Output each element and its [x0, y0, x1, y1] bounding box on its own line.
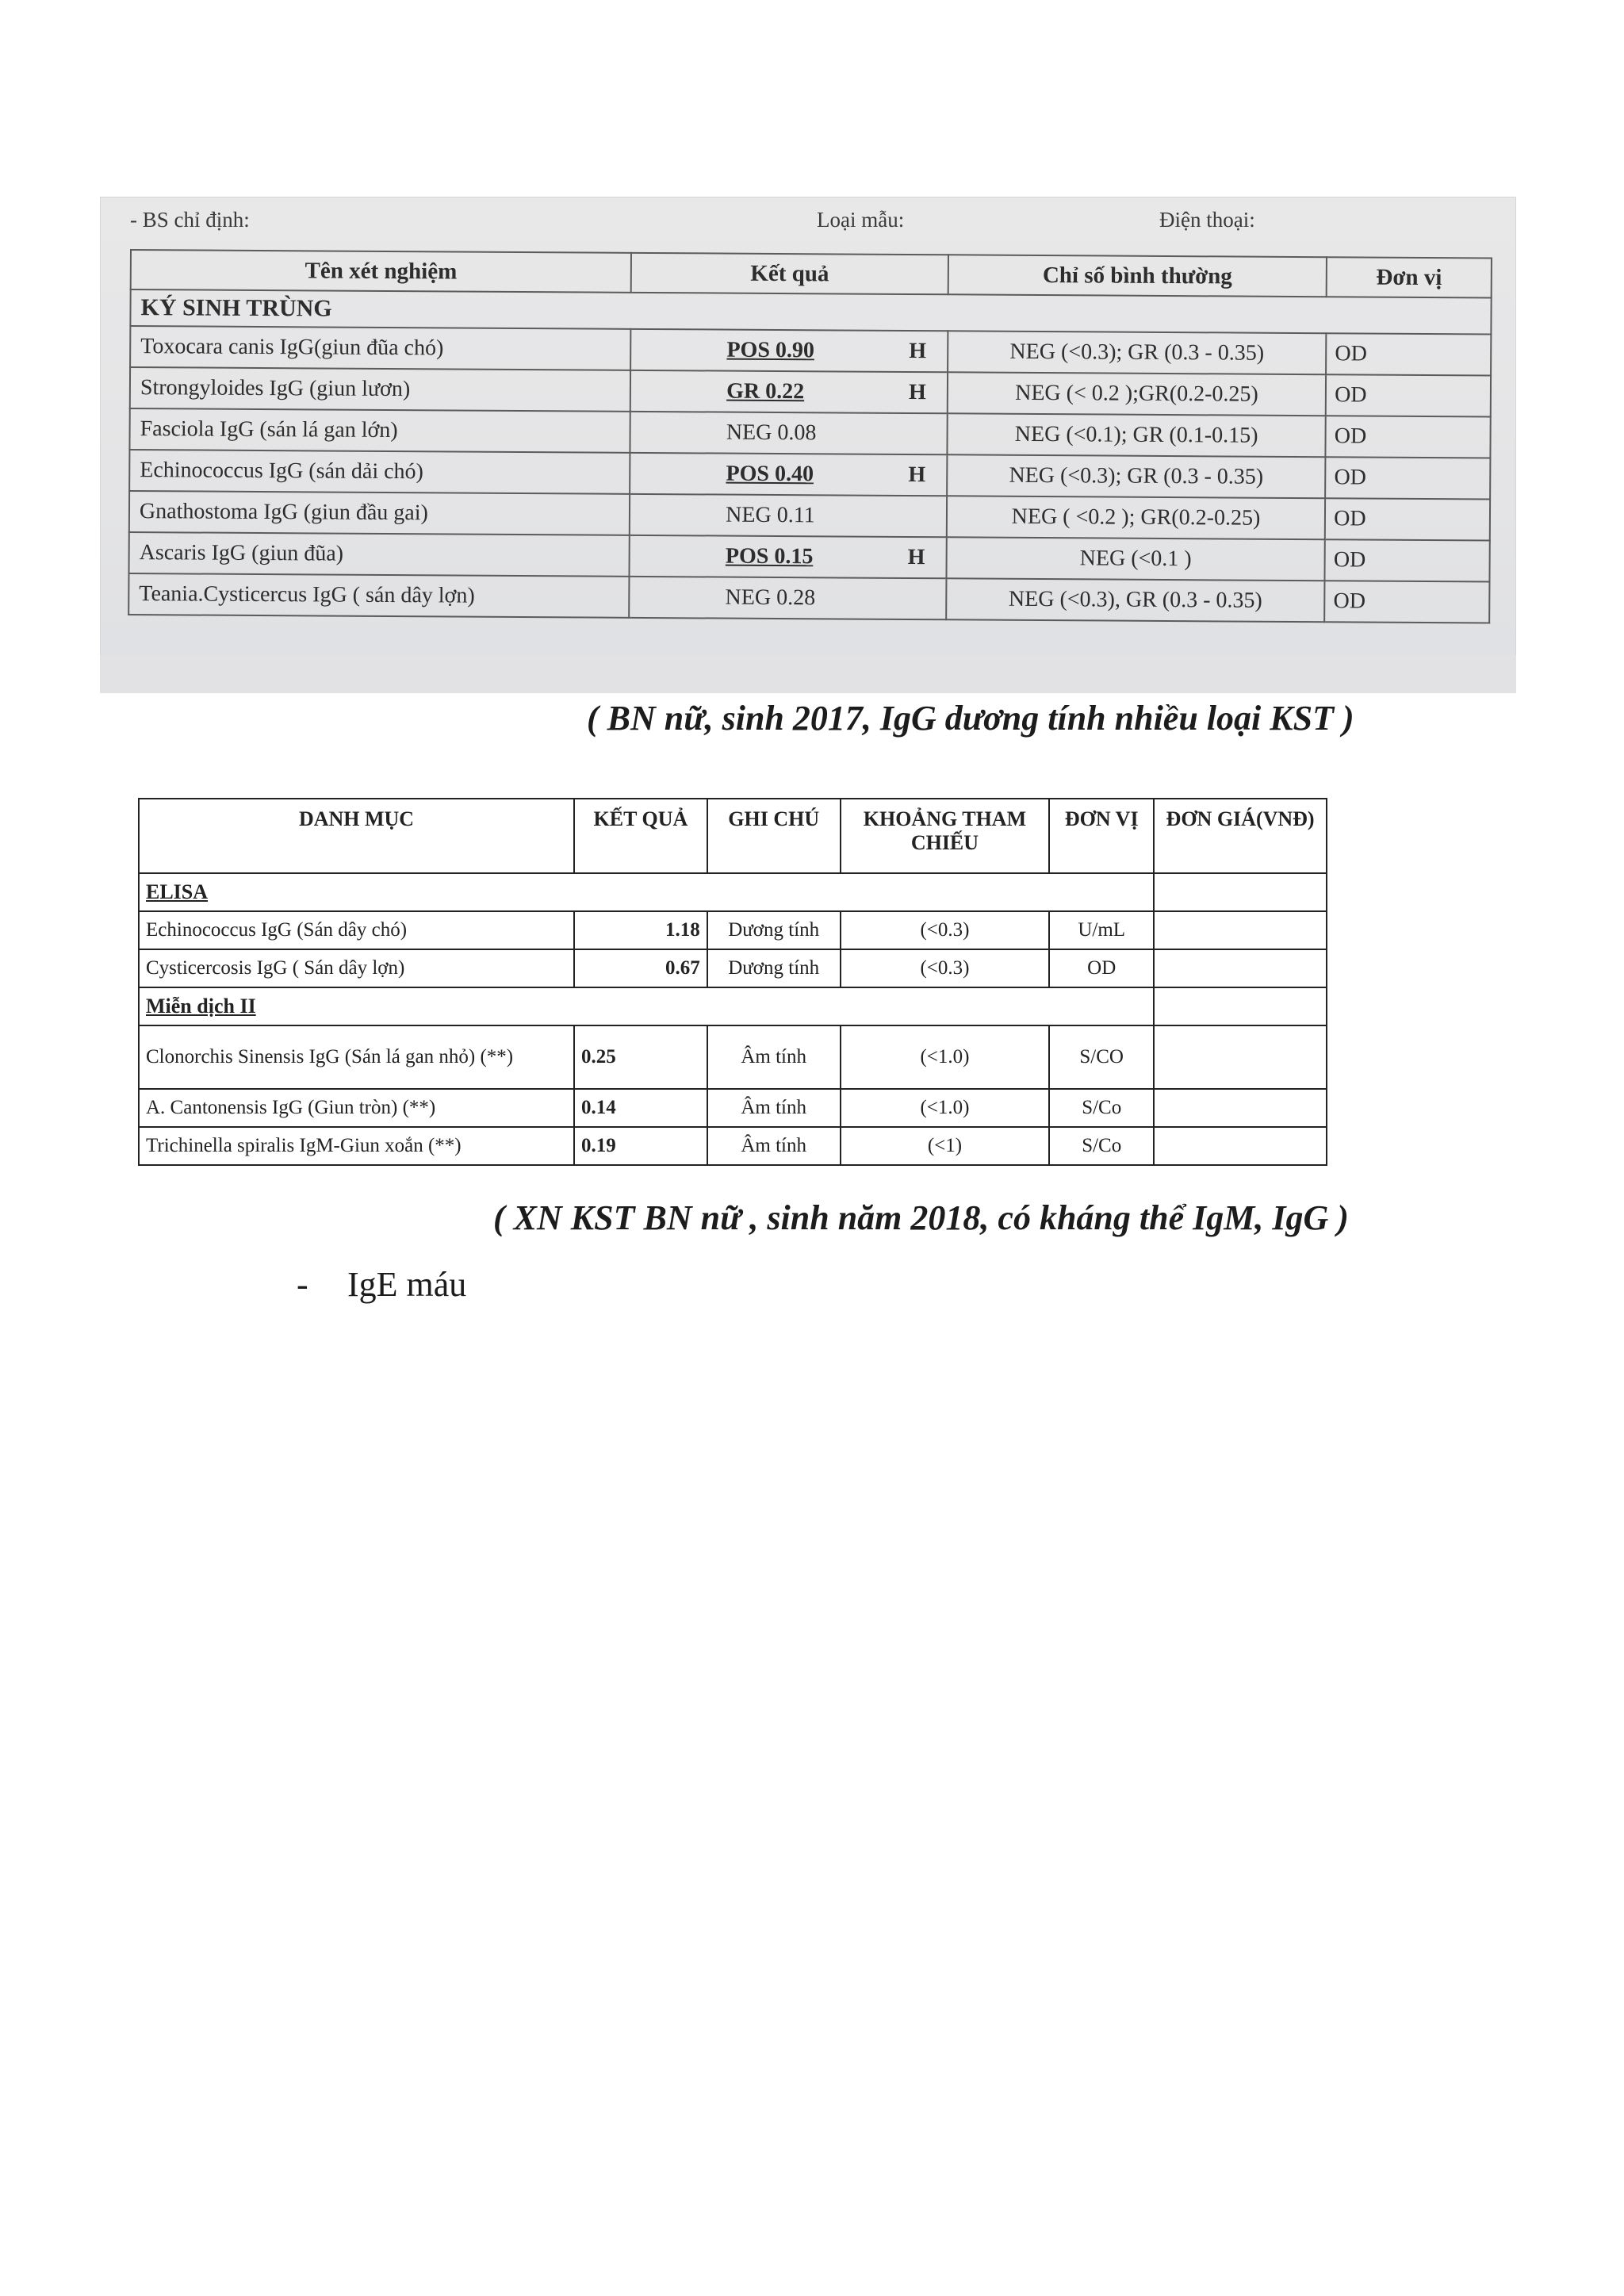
section-title: KÝ SINH TRÙNG	[130, 289, 1491, 334]
bullet-text: IgE máu	[347, 1265, 467, 1304]
test-result: GR 0.22	[726, 378, 805, 404]
lab-result-photo-2	[133, 792, 1370, 1171]
section-title: ELISA	[146, 880, 209, 903]
test-result: NEG 0.28	[725, 585, 816, 611]
unit: OD	[1326, 416, 1491, 458]
test-result: 0.14	[574, 1089, 707, 1127]
normal-range: NEG (< 0.2 );GR(0.2-0.25)	[948, 372, 1327, 416]
unit: OD	[1325, 498, 1490, 540]
col-header-test-name: Tên xét nghiệm	[131, 250, 632, 293]
parasite-igg-table	[128, 249, 1492, 623]
normal-range: NEG ( <0.2 ); GR(0.2-0.25)	[947, 496, 1326, 539]
unit: OD	[1326, 333, 1491, 375]
test-name: Clonorchis Sinensis IgG (Sán lá gan nhỏ) (**)	[139, 1025, 574, 1089]
test-note: Âm tính	[707, 1127, 841, 1165]
test-result: 0.67	[574, 949, 707, 987]
col-header-normal-range: Chỉ số bình thường	[948, 255, 1327, 297]
unit: OD	[1325, 457, 1490, 499]
bullet-item	[297, 1264, 466, 1305]
table-row	[139, 949, 1327, 987]
unit: S/Co	[1049, 1089, 1154, 1127]
test-name: Cysticercosis IgG ( Sán dây lợn)	[139, 949, 574, 987]
col-header-reference-range: KHOẢNG THAM CHIẾU	[841, 799, 1050, 873]
test-result: POS 0.15	[725, 543, 814, 569]
unit: S/Co	[1049, 1127, 1154, 1165]
price-cell	[1154, 911, 1327, 949]
unit: OD	[1326, 374, 1491, 416]
normal-range: NEG (<0.3); GR (0.3 - 0.35)	[948, 331, 1327, 374]
doctor-label: - BS chỉ định:	[130, 208, 250, 232]
normal-range: NEG (<0.1 )	[946, 537, 1325, 581]
test-name: Toxocara canis IgG(giun đũa chó)	[130, 326, 631, 370]
table-row	[128, 573, 1489, 623]
unit: U/mL	[1049, 911, 1154, 949]
test-note: Dương tính	[707, 949, 841, 987]
col-header-item: DANH MỤC	[139, 799, 574, 873]
unit: OD	[1324, 581, 1489, 623]
test-note: Âm tính	[707, 1089, 841, 1127]
normal-range: NEG (<0.3), GR (0.3 - 0.35)	[946, 578, 1325, 622]
sample-type-label: Loại mẫu:	[817, 208, 905, 232]
unit: OD	[1049, 949, 1154, 987]
unit: S/CO	[1049, 1025, 1154, 1089]
test-name: Echinococcus IgG (sán dải chó)	[129, 450, 630, 494]
caption-1: ( BN nữ, sinh 2017, IgG dương tính nhiều loại KST )	[587, 699, 1354, 738]
table-row	[139, 1025, 1327, 1089]
reference-range: (<0.3)	[841, 911, 1050, 949]
test-result: 0.19	[574, 1127, 707, 1165]
col-header-result: Kết quả	[631, 253, 948, 294]
price-cell	[1154, 1127, 1327, 1165]
parasite-antibody-table	[138, 798, 1327, 1166]
col-header-note: GHI CHÚ	[707, 799, 841, 873]
test-result: POS 0.90	[726, 337, 815, 363]
test-result: 0.25	[574, 1025, 707, 1089]
test-note: Âm tính	[707, 1025, 841, 1089]
section-title: Miễn dịch II	[146, 995, 256, 1018]
col-header-unit: ĐƠN VỊ	[1049, 799, 1154, 873]
test-name: Gnathostoma IgG (giun đầu gai)	[129, 491, 630, 535]
caption-2: ( XN KST BN nữ , sinh năm 2018, có kháng thể IgM, IgG )	[493, 1198, 1349, 1237]
high-flag: H	[908, 380, 926, 405]
price-cell	[1154, 1089, 1327, 1127]
bullet-dash: -	[297, 1265, 308, 1304]
photo-bottom-margin	[100, 655, 1516, 693]
reference-range: (<1)	[841, 1127, 1050, 1165]
test-name: Trichinella spiralis IgM-Giun xoắn (**)	[139, 1127, 574, 1165]
test-note: Dương tính	[707, 911, 841, 949]
test-result: NEG 0.11	[726, 502, 815, 528]
table-row	[139, 911, 1327, 949]
test-result: POS 0.40	[726, 461, 814, 487]
test-name: Teania.Cysticercus IgG ( sán dây lợn)	[128, 573, 630, 618]
lab-result-photo-1	[100, 197, 1516, 693]
reference-range: (<0.3)	[841, 949, 1050, 987]
high-flag: H	[907, 544, 925, 570]
test-name: Ascaris IgG (giun đũa)	[129, 532, 630, 577]
phone-label: Điện thoại:	[1159, 208, 1255, 232]
test-name: Fasciola IgG (sán lá gan lớn)	[129, 408, 630, 453]
table-row	[139, 1127, 1327, 1165]
price-cell	[1154, 1025, 1327, 1089]
reference-range: (<1.0)	[841, 1089, 1050, 1127]
test-result: 1.18	[574, 911, 707, 949]
test-name: Echinococcus IgG (Sán dây chó)	[139, 911, 574, 949]
col-header-price: ĐƠN GIÁ(VNĐ)	[1154, 799, 1327, 873]
col-header-result: KẾT QUẢ	[574, 799, 707, 873]
normal-range: NEG (<0.1); GR (0.1-0.15)	[947, 413, 1326, 457]
high-flag: H	[909, 339, 927, 364]
normal-range: NEG (<0.3); GR (0.3 - 0.35)	[947, 454, 1326, 498]
high-flag: H	[908, 462, 926, 488]
table-row	[139, 1089, 1327, 1127]
test-result: NEG 0.08	[726, 420, 817, 446]
report-meta	[130, 201, 1516, 236]
test-name: Strongyloides IgG (giun lươn)	[130, 367, 631, 412]
reference-range: (<1.0)	[841, 1025, 1050, 1089]
col-header-unit: Đơn vị	[1327, 257, 1492, 297]
unit: OD	[1325, 539, 1490, 581]
test-name: A. Cantonensis IgG (Giun tròn) (**)	[139, 1089, 574, 1127]
price-cell	[1154, 949, 1327, 987]
